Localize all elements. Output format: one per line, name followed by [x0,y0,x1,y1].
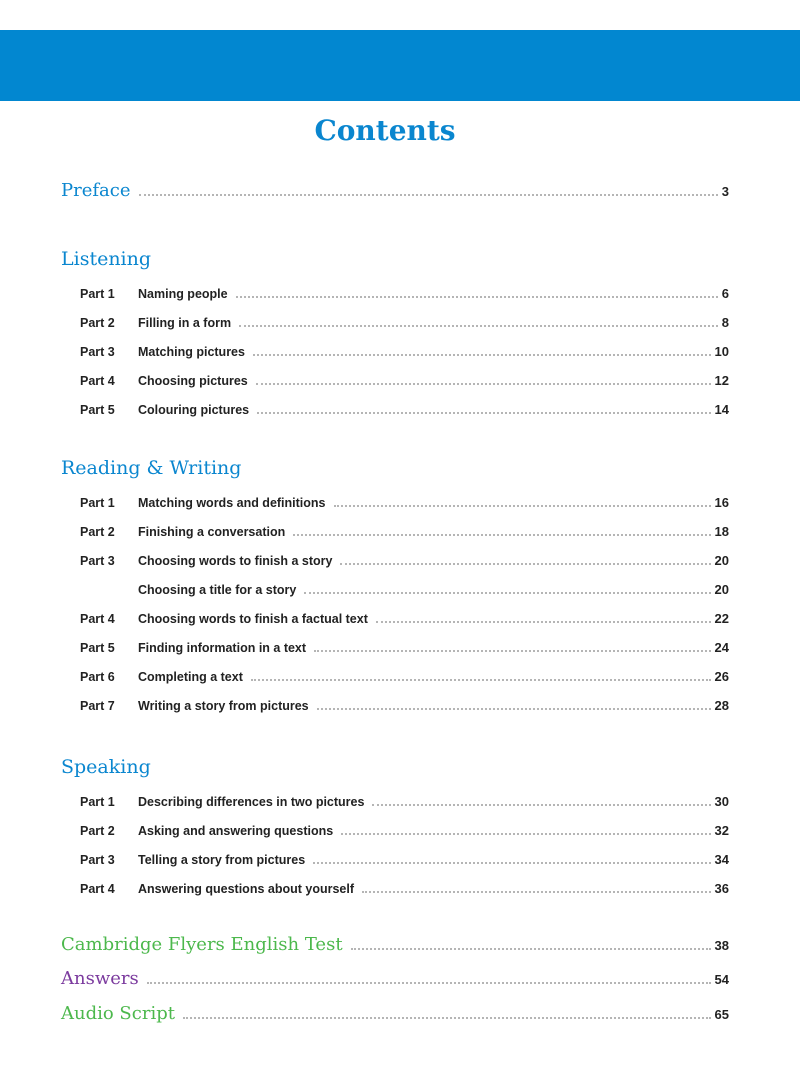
part-label: Part 2 [80,316,115,330]
entry-title: Writing a story from pictures [138,699,309,713]
entry-title: Choosing words to finish a factual text [138,612,368,626]
part-label: Part 4 [80,882,115,896]
page-title: Contents [314,114,456,147]
entry-label: Preface [61,180,131,201]
page-number: 16 [714,495,729,510]
dot-leader [253,354,711,356]
page-number: 65 [714,1007,729,1022]
entry-title: Describing differences in two pictures [138,795,365,809]
page-number: 38 [714,938,729,953]
part-label: Part 7 [80,699,115,713]
dot-leader [256,383,711,385]
toc-entry[interactable] [80,881,729,897]
section-heading: Speaking [61,756,151,778]
page-number: 24 [714,640,729,655]
toc-entry[interactable] [80,315,729,331]
page-number: 6 [721,286,729,301]
page-number: 14 [714,402,729,417]
page-number: 26 [714,669,729,684]
page-number: 8 [721,315,729,330]
toc-entry[interactable] [80,344,729,360]
dot-leader [236,296,718,298]
page-number: 12 [714,373,729,388]
entry-title: Completing a text [138,670,243,684]
part-label: Part 5 [80,641,115,655]
part-label: Part 1 [80,795,115,809]
entry-label: Answers [61,968,139,989]
entry-title: Choosing pictures [138,374,248,388]
page-number: 54 [714,972,729,987]
page-number: 34 [714,852,729,867]
page-number: 20 [714,582,729,597]
entry-title: Filling in a form [138,316,232,330]
entry-title: Finding information in a text [138,641,307,655]
part-label: Part 3 [80,345,115,359]
toc-entry[interactable] [80,611,729,627]
part-label: Part 2 [80,525,115,539]
toc-entry[interactable] [80,402,729,418]
dot-leader [362,891,711,893]
entry-title: Choosing words to finish a story [138,554,333,568]
dot-leader [317,708,711,710]
toc-entry[interactable] [80,373,729,389]
entry-title: Matching words and definitions [138,496,326,510]
dot-leader [304,592,710,594]
entry-title: Colouring pictures [138,403,250,417]
dot-leader [372,804,710,806]
part-label: Part 1 [80,287,115,301]
dot-leader [313,862,710,864]
toc-entry[interactable] [80,495,729,511]
header-band [0,30,800,101]
dot-leader [376,621,711,623]
dot-leader [341,833,710,835]
page-number: 36 [714,881,729,896]
toc-entry-audio-script[interactable] [61,1003,729,1024]
toc-entry[interactable] [80,698,729,714]
page-number: 28 [714,698,729,713]
part-label: Part 3 [80,554,115,568]
toc-entry[interactable] [80,286,729,302]
entry-label: Audio Script [61,1003,175,1024]
toc-entry[interactable] [80,640,729,656]
page-number: 10 [714,344,729,359]
dot-leader [293,534,710,536]
part-label: Part 5 [80,403,115,417]
part-label: Part 6 [80,670,115,684]
dot-leader [183,1017,711,1019]
entry-title: Matching pictures [138,345,245,359]
toc-entry[interactable] [80,582,729,598]
entry-label: Cambridge Flyers English Test [61,934,343,955]
dot-leader [334,505,711,507]
toc-entry[interactable] [80,794,729,810]
section-heading: Reading & Writing [61,457,242,479]
page-number: 32 [714,823,729,838]
dot-leader [314,650,710,652]
part-label: Part 1 [80,496,115,510]
entry-title: Answering questions about yourself [138,882,354,896]
page-number: 22 [714,611,729,626]
toc-entry-cambridge-flyers-english-test[interactable] [61,934,729,955]
page-number: 18 [714,524,729,539]
toc-entry[interactable] [80,823,729,839]
entry-title: Telling a story from pictures [138,853,306,867]
toc-entry-preface[interactable] [61,180,729,201]
dot-leader [239,325,718,327]
part-label: Part 4 [80,612,115,626]
dot-leader [147,982,711,984]
toc-entry[interactable] [80,669,729,685]
page-number: 30 [714,794,729,809]
dot-leader [340,563,710,565]
dot-leader [257,412,710,414]
part-label: Part 4 [80,374,115,388]
toc-entry[interactable] [80,524,729,540]
dot-leader [139,194,718,196]
entry-title: Naming people [138,287,228,301]
dot-leader [251,679,711,681]
page-number: 3 [721,184,729,199]
part-label: Part 2 [80,824,115,838]
dot-leader [351,948,711,950]
toc-entry[interactable] [80,553,729,569]
toc-entry[interactable] [80,852,729,868]
entry-title: Choosing a title for a story [138,583,297,597]
toc-entry-answers[interactable] [61,968,729,989]
entry-title: Asking and answering questions [138,824,334,838]
entry-title: Finishing a conversation [138,525,286,539]
page-number: 20 [714,553,729,568]
part-label: Part 3 [80,853,115,867]
section-heading: Listening [61,248,152,270]
